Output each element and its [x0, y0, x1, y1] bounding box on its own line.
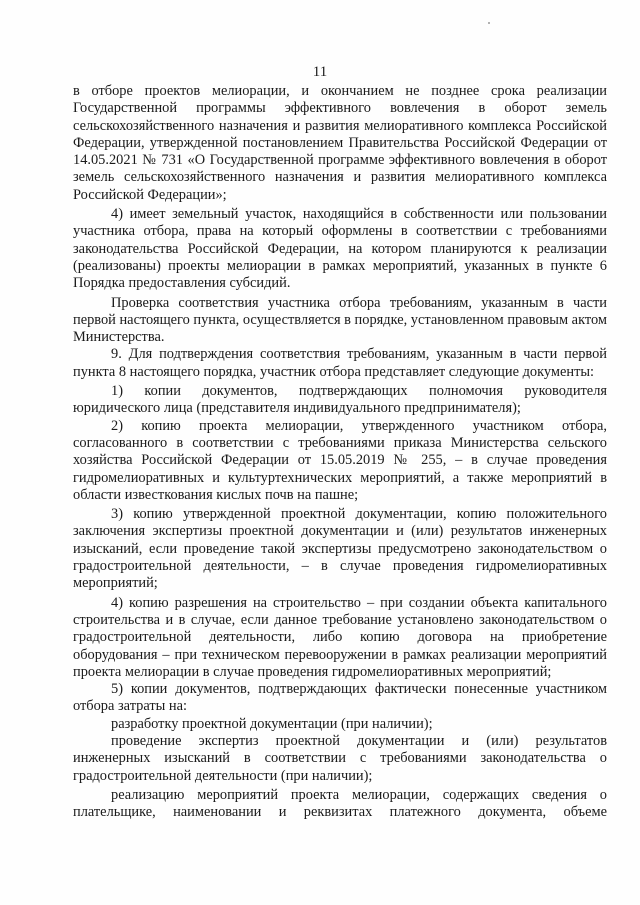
- paragraph-clause-9: 9. Для подтверждения соответствия требованиям, указанным в части первой пункта 8 настоящего порядка, участник отбора представляет следующие документы:: [73, 346, 607, 380]
- document-body: [73, 83, 607, 821]
- paragraph-cost-expertise: проведение экспертиз проектной документации и (или) результатов инженерных изысканий в соответствии с требованиями законодательства о градостроительной деятельности (при наличии);: [73, 732, 607, 784]
- scan-speck: [488, 22, 490, 24]
- paragraph-doc-item-5: 5) копии документов, подтверждающих фактически понесенные участником отбора затраты на:: [73, 681, 607, 715]
- paragraph-doc-item-3: 3) копию утвержденной проектной документации, копию положительного заключения экспертизы проектной документации и (или) результатов инженерных изысканий, если проведение такой экспертизы предусмотрено законодательством о градостроительной деятельности, – в случае проведения гидромелиоративных мероприятий;: [73, 506, 607, 592]
- paragraph-cost-design: разработку проектной документации (при наличии);: [111, 715, 433, 732]
- paragraph-compliance-check: Проверка соответствия участника отбора требованиям, указанным в части первой настоящего пункта, осуществляется в порядке, установленном правовым актом Министерства.: [73, 294, 607, 346]
- paragraph-doc-item-1: 1) копии документов, подтверждающих полномочия руководителя юридического лица (представителя индивидуального предпринимателя);: [73, 383, 607, 417]
- paragraph-doc-item-2: 2) копию проекта мелиорации, утвержденного участником отбора, согласованного в соответствии с требованиями приказа Министерства сельского хозяйства Российской Федерации от 15.05.2019 № 255, – в случае проведения гидромелиоративных и культуртехнических мероприятий, а также мероприятий в области известкования кислых почв на пашне;: [73, 417, 607, 503]
- paragraph-item-4-land-plot: 4) имеет земельный участок, находящийся в собственности или пользовании участника отбора, права на который оформлены в соответствии с требованиями законодательства Российской Федерации, на котором планируются к реализации (реализованы) проекты мелиорации в рамках мероприятий, указанных в пункте 6 Порядка предоставления субсидий.: [73, 206, 607, 292]
- paragraph-continuation: в отборе проектов мелиорации, и окончанием не позднее срока реализации Государственной программы эффективного вовлечения в оборот земель сельскохозяйственного назначения и развития мелиоративного комплекса Российской Федерации, утвержденной постановлением Правительства Российской Федерации от 14.05.2021 № 731 «О Государственной программе эффективного вовлечения в оборот земель сельскохозяйственного назначения и развития мелиоративного комплекса Российской Федерации»;: [73, 83, 607, 203]
- paragraph-cost-implementation: реализацию мероприятий проекта мелиорации, содержащих сведения о плательщике, наименовании и реквизитах платежного документа, объеме: [73, 786, 607, 821]
- page-number: 11: [312, 64, 328, 80]
- paragraph-doc-item-4: 4) копию разрешения на строительство – при создании объекта капитального строительства и в случае, если данное требование установлено законодательством о градостроительной деятельности, либо копию договора на приобретение оборудования – при техническом перевооружении в рамках реализации мероприятий проекта мелиорации в случае проведения гидромелиоративных мероприятий;: [73, 594, 607, 680]
